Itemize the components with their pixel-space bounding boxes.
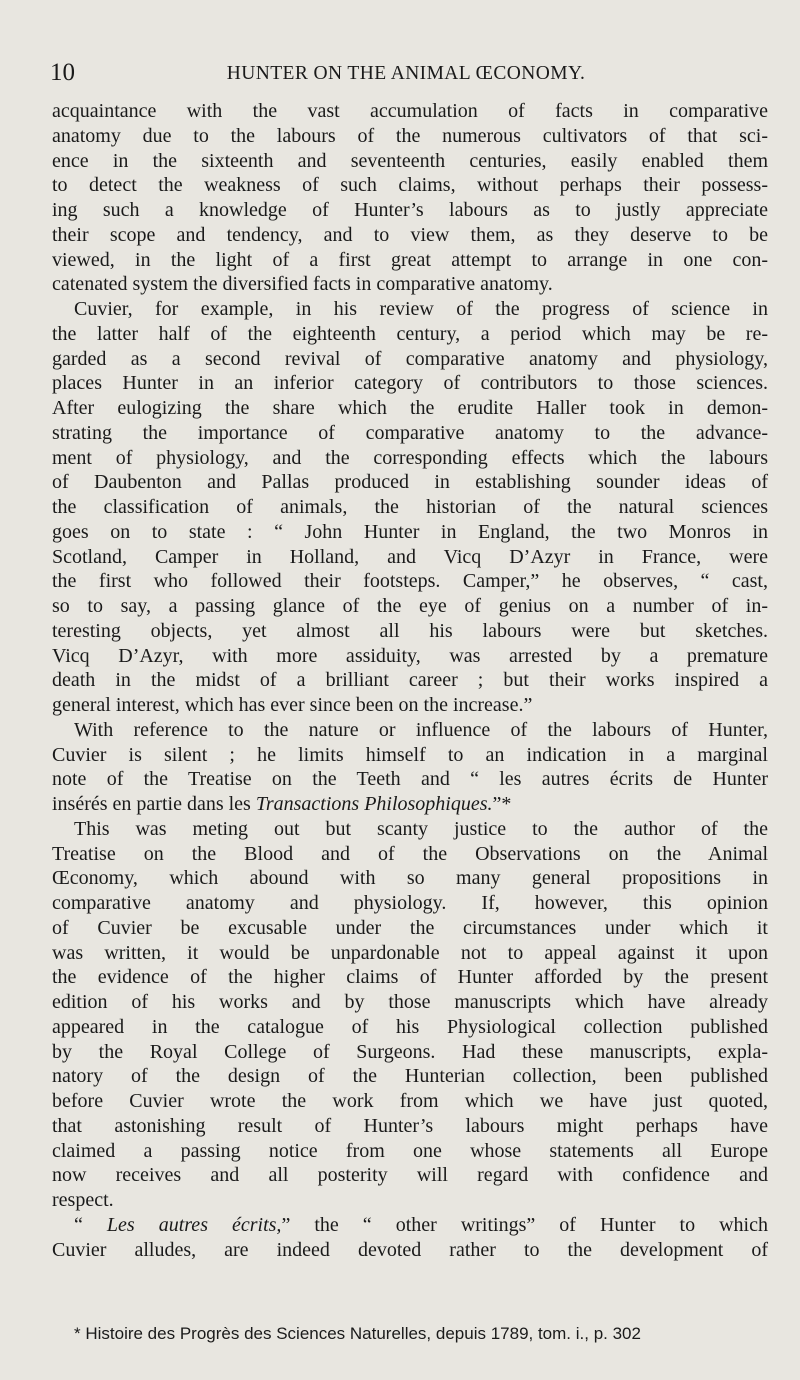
text-run: general interest, which has ever since been on the increase.” <box>52 694 533 716</box>
text-run: Cuvier alludes, are indeed devoted rather to the development of <box>52 1238 768 1261</box>
text-line <box>52 767 768 792</box>
text-line <box>52 1015 768 1040</box>
text-run: insérés en partie dans les <box>52 793 256 815</box>
text-line <box>52 1064 768 1089</box>
text-run: ment of physiology, and the corresponding effects which the labours <box>52 446 768 469</box>
text-run: the classification of animals, the historian of the natural sciences <box>52 496 768 518</box>
text-line <box>52 1040 768 1065</box>
text-run: ence in the sixteenth and seventeenth centuries, easily enabled them <box>52 149 768 172</box>
text-line <box>52 1139 768 1164</box>
text-run: goes on to state : “ John Hunter in England, the two Monros in <box>52 520 768 543</box>
text-line <box>52 1213 768 1238</box>
text-line <box>52 941 768 966</box>
text-line <box>52 619 768 644</box>
text-run: natory of the design of the Hunterian collection, been published <box>52 1065 768 1088</box>
text-line <box>52 248 768 273</box>
text-run: This was meting out but scanty justice to the author of the <box>74 817 768 840</box>
text-line <box>52 1163 768 1188</box>
italic-run: Les autres écrits, <box>106 1213 282 1236</box>
text-line <box>52 495 768 520</box>
text-line <box>52 693 768 718</box>
text-line <box>52 297 768 322</box>
text-run: comparative anatomy and physiology. If, however, this opinion <box>52 892 768 914</box>
text-line <box>52 347 768 372</box>
text-line <box>52 817 768 842</box>
text-line <box>52 916 768 941</box>
text-run: claimed a passing notice from one whose statements all Europe <box>52 1139 768 1162</box>
text-line <box>52 99 768 124</box>
text-line <box>52 990 768 1015</box>
text-line <box>52 446 768 471</box>
text-run: of Cuvier be excusable under the circumstances under which it <box>52 916 768 939</box>
text-line <box>52 149 768 174</box>
text-run: was written, it would be unpardonable not to appeal against it upon <box>52 941 768 964</box>
text-line <box>52 272 768 297</box>
text-run: that astonishing result of Hunter’s labours might perhaps have <box>52 1114 768 1137</box>
text-run: Treatise on the Blood and of the Observations on the Animal <box>52 842 768 865</box>
text-run: before Cuvier wrote the work from which we have just quoted, <box>52 1090 768 1112</box>
text-run: Cuvier is silent ; he limits himself to an indication in a marginal <box>52 743 768 766</box>
text-line <box>52 124 768 149</box>
text-line <box>52 792 768 817</box>
text-run: teresting objects, yet almost all his labours were but sketches. <box>52 619 768 642</box>
text-line <box>52 891 768 916</box>
text-line <box>52 718 768 743</box>
text-line <box>52 173 768 198</box>
italic-run: Transactions Philosophiques. <box>255 793 493 815</box>
text-line <box>52 371 768 396</box>
text-line <box>52 1188 768 1213</box>
page-number: 10 <box>50 59 75 86</box>
text-run: respect. <box>52 1189 114 1211</box>
text-run: anatomy due to the labours of the numerous cultivators of that sci- <box>52 124 768 147</box>
text-run: appeared in the catalogue of his Physiological collection published <box>52 1015 768 1038</box>
body-text <box>52 99 768 1262</box>
text-run: now receives and all posterity will regard with confidence and <box>52 1164 768 1187</box>
text-run: catenated system the diversified facts in comparative anatomy. <box>52 273 553 296</box>
text-run: ”* <box>492 793 512 815</box>
text-line <box>52 866 768 891</box>
text-run: ing such a knowledge of Hunter’s labours as to justly appreciate <box>52 199 768 221</box>
text-line <box>52 1238 768 1263</box>
text-line <box>52 569 768 594</box>
text-line <box>52 842 768 867</box>
text-line <box>52 743 768 768</box>
text-run: “ <box>74 1213 107 1236</box>
text-line <box>52 470 768 495</box>
text-run: After eulogizing the share which the erudite Haller took in demon- <box>52 397 768 419</box>
text-run: so to say, a passing glance of the eye of genius on a number of in- <box>52 595 768 617</box>
text-run: acquaintance with the vast accumulation of facts in comparative <box>52 100 768 122</box>
text-run: viewed, in the light of a first great attempt to arrange in one con- <box>52 248 768 271</box>
text-run: by the Royal College of Surgeons. Had these manuscripts, expla- <box>52 1040 768 1063</box>
text-run: to detect the weakness of such claims, without perhaps their possess- <box>52 174 768 197</box>
text-run: of Daubenton and Pallas produced in establishing sounder ideas of <box>52 471 768 494</box>
text-run: garded as a second revival of comparative anatomy and physiology, <box>52 347 768 370</box>
text-line <box>52 1114 768 1139</box>
text-run: edition of his works and by those manuscripts which have already <box>52 991 768 1013</box>
text-line <box>52 396 768 421</box>
text-run: Cuvier, for example, in his review of the progress of science in <box>74 298 768 320</box>
text-line <box>52 668 768 693</box>
text-run: Œconomy, which abound with so many general propositions in <box>52 867 768 890</box>
text-line <box>52 421 768 446</box>
text-line <box>52 965 768 990</box>
text-line <box>52 198 768 223</box>
text-run: the evidence of the higher claims of Hunter afforded by the present <box>52 966 768 989</box>
text-run: death in the midst of a brilliant career ; but their works inspired a <box>52 669 768 692</box>
text-line <box>52 594 768 619</box>
text-run: Vicq D’Azyr, with more assiduity, was arrested by a premature <box>52 644 768 667</box>
text-line <box>52 520 768 545</box>
text-run: their scope and tendency, and to view them, as they deserve to be <box>52 223 768 246</box>
text-line <box>52 223 768 248</box>
text-run: the first who followed their footsteps. Camper,” he observes, “ cast, <box>52 570 768 593</box>
running-title: HUNTER ON THE ANIMAL ŒCONOMY. <box>226 63 586 84</box>
text-run: With reference to the nature or influence of the labours of Hunter, <box>74 718 768 741</box>
text-line <box>52 545 768 570</box>
text-line <box>52 322 768 347</box>
text-run: places Hunter in an inferior category of contributors to those sciences. <box>52 372 768 395</box>
footnote: * Histoire des Progrès des Sciences Naturelles, depuis 1789, tom. i., p. 302 <box>74 1324 641 1343</box>
text-run: strating the importance of comparative anatomy to the advance- <box>52 421 768 444</box>
text-line <box>52 1089 768 1114</box>
text-line <box>52 644 768 669</box>
text-run: Scotland, Camper in Holland, and Vicq D’Azyr in France, were <box>52 545 768 568</box>
text-run: ” the “ other writings” of Hunter to which <box>281 1213 768 1236</box>
text-run: the latter half of the eighteenth century, a period which may be re- <box>52 322 768 345</box>
text-run: note of the Treatise on the Teeth and “ les autres écrits de Hunter <box>52 768 768 791</box>
running-head <box>50 58 762 88</box>
